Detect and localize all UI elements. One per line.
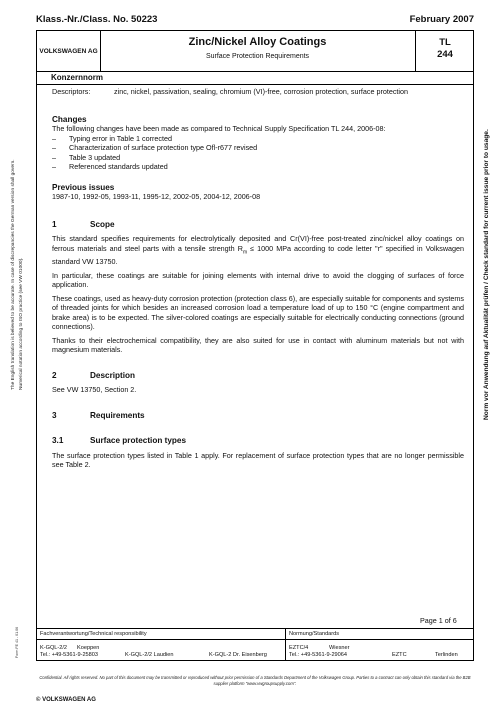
section-number: 1: [52, 219, 57, 229]
std-dept-2: EZTC: [392, 652, 407, 658]
confidential-notice: Confidential. All rights reserved. No part of this document may be transmitted or reproduced without prior permission of a Standards Department of the Volkswagen Group. Parties to a contract can only obtain this standard via the B2B supplier platform "www.vwgroupsupply.com".: [39, 675, 471, 686]
resp-2: K-GQL-2/2 Laudien: [125, 652, 174, 658]
translation-note: [6, 150, 26, 390]
changes-section: [52, 115, 464, 172]
form-code: [6, 600, 26, 660]
side-note-1: The English translation is believed to be accurate. In case of discrepancies the German version shall govern.: [11, 159, 16, 390]
scope-p1-text: This standard specifies requirements for electrolytically deposited and Cr(VI)-free post-treated zinc/nickel alloy coatings on ferrous materials and steel parts with a tensile strength R: [52, 234, 464, 253]
description-section: [52, 371, 464, 395]
resp-tel-1: Tel.: +49-5361-9-25803: [40, 652, 98, 658]
document-number: [415, 31, 475, 71]
changes-heading: Changes: [52, 114, 87, 124]
page-number: Page 1 of 6: [420, 616, 457, 625]
list-item: – Table 3 updated: [52, 153, 464, 163]
section-title: Scope: [90, 219, 115, 229]
std-name-2: Terlinden: [435, 652, 458, 658]
resp-name-1: Koeppen: [77, 645, 100, 651]
section-number: 3.1: [52, 436, 64, 446]
konzernnorm-label: Konzernnorm: [51, 73, 103, 82]
class-number: Klass.-Nr./Class. No. 50223: [36, 14, 158, 25]
list-item: – Characterization of surface protection type Ofl-r677 revised: [52, 143, 464, 153]
side-note-right: Norm vor Anwendung auf Aktualität prüfen / Check standard for current issue prior to usage.: [483, 129, 490, 420]
std-name: Wiesner: [329, 645, 350, 651]
responsibility-block: [36, 628, 474, 661]
section-number: 2: [52, 370, 57, 380]
spt-text: The surface protection types listed in Table 1 apply. For replacement of surface protection types that are no longer permissible see Table 2.: [52, 450, 464, 470]
scope-paragraph-2: In particular, these coatings are suitable for joining elements with internal drive to avoid the clogging of surfaces of force application.: [52, 270, 464, 290]
descriptors-value: zinc, nickel, passivation, sealing, chromium (VI)-free, corrosion protection, surface protection: [114, 87, 409, 96]
description-heading: [52, 371, 464, 381]
document-subtitle: Surface Protection Requirements: [205, 53, 310, 60]
responsibility-label: Fachverantwortung/Technical responsibility: [40, 631, 147, 637]
description-text: See VW 13750, Section 2.: [52, 385, 137, 395]
section-title: Surface protection types: [90, 436, 186, 446]
issue-date: February 2007: [409, 14, 474, 25]
doc-no: 244: [437, 49, 453, 60]
requirements-heading: [52, 411, 464, 421]
subscript: m: [242, 248, 248, 255]
document-body: [52, 86, 464, 470]
form-code-text: Form FE 41 - 01.06: [15, 626, 19, 658]
std-dept: EZTC/4: [289, 645, 309, 651]
scope-heading: [52, 220, 464, 230]
title-block: [36, 30, 474, 72]
section-title: Description: [90, 370, 136, 380]
surface-protection-types-section: [52, 436, 464, 470]
standards-label: Normung/Standards: [289, 631, 340, 637]
current-issue-note: [478, 30, 498, 420]
scope-paragraph-3: These coatings, used as heavy-duty corrosion protection (protection class 6), are especially suitable for components and systems of threaded joints for which besides an increased corrosion load a temperature load of up to 150 °C (engine compartment and brake area) is to be expected. The silver-colored coatings are especially suitable for electrically conducting connections (ground connections).: [52, 293, 464, 332]
copyright: © VOLKSWAGEN AG: [36, 697, 96, 703]
list-item: – Referenced standards updated: [52, 162, 464, 172]
company-name: VOLKSWAGEN AG: [37, 31, 101, 71]
title-cell: [100, 31, 416, 71]
changes-intro: The following changes have been made as compared to Technical Supply Specification TL 244, 2006-08:: [52, 124, 386, 133]
previous-text: 1987-10, 1992-05, 1993-11, 1995-12, 2002-05, 2004-12, 2006-08: [52, 192, 261, 201]
scope-paragraph-1: [52, 234, 464, 267]
resp-dept-1: K-GQL-2/2: [40, 645, 68, 651]
doc-type: TL: [439, 37, 451, 48]
section-number: 3: [52, 410, 57, 420]
descriptors-label: Descriptors:: [52, 87, 91, 96]
top-line: [36, 14, 474, 28]
changes-list: [52, 134, 464, 172]
scope-section: [52, 220, 464, 355]
side-note-2: Numerical notation according to ISO practice (see VW 01000).: [19, 257, 24, 390]
scope-p1-text-end: ≤ 1000 MPa according to code letter "r" specified in Volkswagen standard VW 13750.: [52, 243, 465, 267]
konzernnorm-row: [36, 72, 474, 85]
previous-issues-section: [52, 183, 464, 202]
section-title: Requirements: [90, 410, 145, 420]
previous-heading: Previous issues: [52, 182, 115, 192]
spt-heading: [52, 436, 464, 446]
list-item: – Typing error in Table 1 corrected: [52, 134, 464, 144]
descriptors: [52, 87, 464, 97]
scope-paragraph-4: Thanks to their electrochemical compatibility, they are also suited for use in contact with aluminum materials but not with magnesium materials.: [52, 335, 464, 355]
document-title: Zinc/Nickel Alloy Coatings: [188, 36, 327, 48]
resp-3: K-GQL-2 Dr. Eisenberg: [209, 652, 267, 658]
std-tel: Tel.: +49-5361-9-29064: [289, 652, 347, 658]
requirements-section: [52, 411, 464, 421]
